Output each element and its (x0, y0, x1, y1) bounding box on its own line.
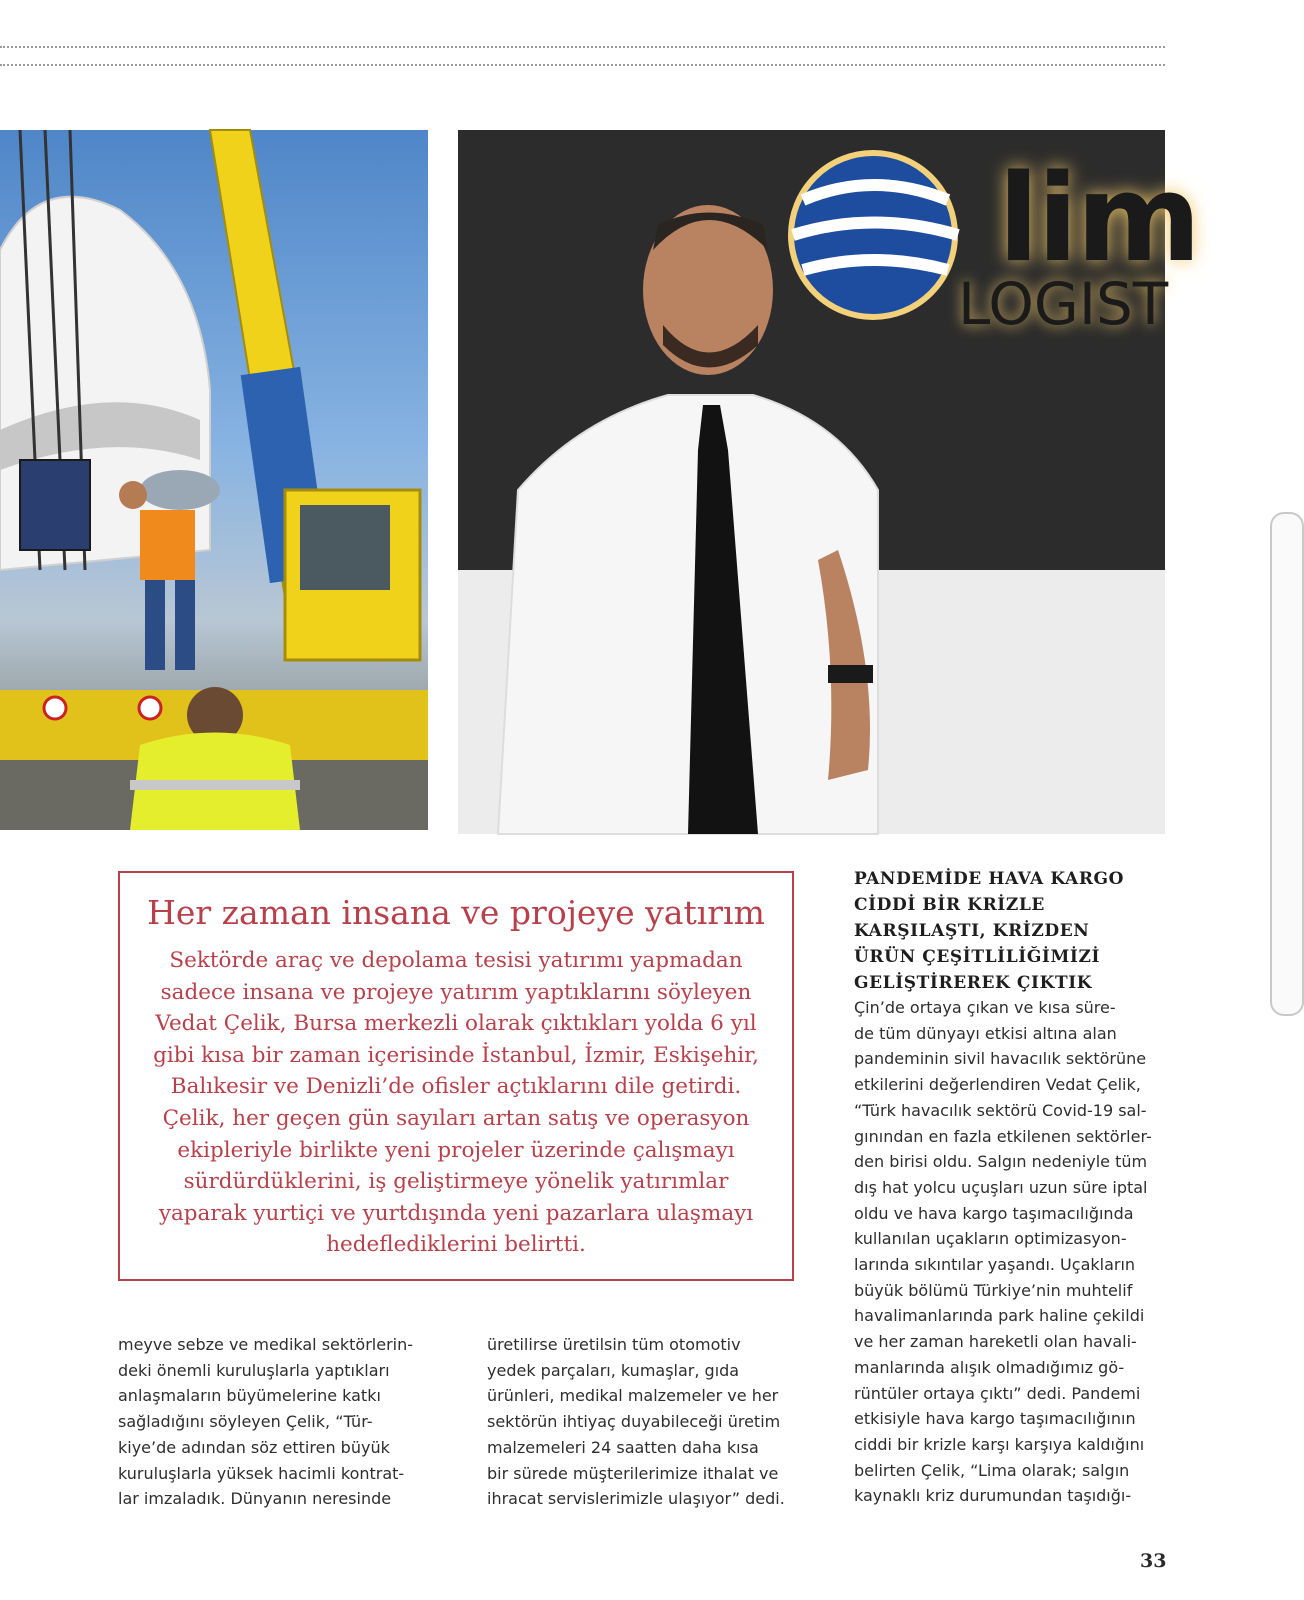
body-column-3: Çin’de ortaya çıkan ve kısa süre- de tüm dünyayı etkisi altına alan pandeminin sivil havacılık sektörüne etkilerini değerlendiren Vedat Çelik, “Türk havacılık sektörü Covid-19 sal- gınından en fazla etkilenen sektörler- den birisi oldu. Salgın nedeniyle tüm dış hat yolcu uçuşları uzun süre iptal oldu ve hava kargo taşımacılığında kullanılan uçakların optimizasyon- larında sıkıntılar yaşandı. Uçakların büyük bölümü Türkiye’nin muhtelif havalimanlarında park haline çekildi ve her zaman hareketli olan havali- manlarında alışık olmadığımız gö- rüntüler ortaya çıktı” dedi. Pandemi etkisiyle hava kargo taşımacılığının ciddi bir krizle karşı karşıya kaldığını belirten Çelik, “Lima olarak; salgın kaynaklı kriz durumundan taşıdığı- (854, 998, 1152, 1506)
sign-sub-text: LOGIST (958, 270, 1169, 338)
body-column-2: üretilirse üretilsin tüm otomotiv yedek parçaları, kumaşlar, gıda ürünleri, medikal malzemeler ve her sektörün ihtiyaç duyabileceği üretim malzemeleri 24 saatten daha kısa bir sürede müşterilerimize ithalat ve ihracat servislerimizle ulaşıyor” dedi. (487, 1335, 785, 1509)
cargo-scene-illustration (0, 130, 428, 830)
portrait-photo (458, 130, 1200, 834)
page-number: 33 (1140, 1550, 1167, 1572)
sign-brand-text: lim (998, 150, 1200, 289)
top-dotted-rule (0, 46, 1165, 48)
callout-body: Sektörde araç ve depolama tesisi yatırımı yapmadan sadece insana ve projeye yatırım yaptıklarını söyleyen Vedat Çelik, Bursa merkezli olarak çıktıkları yolda 6 yıl gibi kısa bir zaman içerisinde İstanbul, İzmir, Eskişehir, Balıkesir ve Denizli’de ofisler açtıklarını dile getirdi. Çelik, her geçen gün sayıları artan satış ve operasyon ekipleriyle birlikte yeni projeler üzerinde çalışmayı sürdürdüklerini, iş geliştirmeye yönelik yatırımlar yaparak yurtiçi ve yurtdışında yeni pazarlara ulaşmayı hedeflediklerini belirtti. (153, 948, 759, 1258)
callout-title: Her zaman insana ve projeye yatırım (147, 893, 765, 932)
body-column-1: meyve sebze ve medikal sektörlerin- deki önemli kuruluşlarla yaptıkları anlaşmaların büyümelerine katkı sağladığını söyleyen Çelik, “Tür- kiye’de adından söz ettiren büyük kuruluşlarla yüksek hacimli kontrat- lar imzaladık. Dünyanın neresinde (118, 1335, 414, 1509)
section-heading: PANDEMİDE HAVA KARGO CİDDİ BİR KRİZLE KARŞILAŞTI, KRİZDEN ÜRÜN ÇEŞİTLİLİĞİMİZİ GELİŞTİREREK ÇIKTIK (854, 869, 1125, 993)
cargo-loading-photo (0, 130, 428, 830)
scroll-edge-tab[interactable] (1270, 512, 1304, 1016)
callout-box (118, 871, 794, 1281)
top-dotted-rule-secondary (0, 64, 1165, 66)
